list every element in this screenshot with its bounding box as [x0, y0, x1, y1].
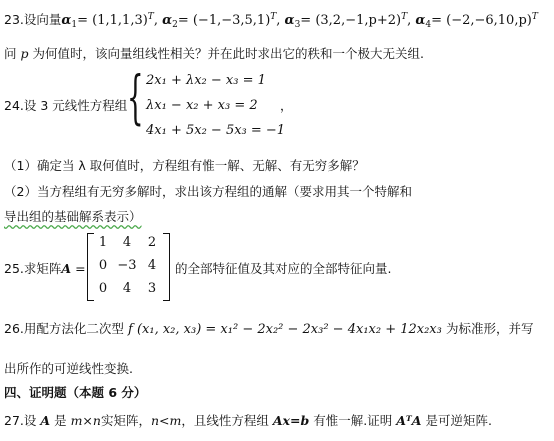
- quadratic-form: f (x₁, x₂, x₃) = x₁² − 2x₂² − 2x₃² − 4x₁x₂ + 12x₂x₃: [128, 322, 442, 337]
- matrix-cell: 3: [147, 281, 157, 296]
- section4-title: 四、证明题（本题 6 分）: [4, 385, 147, 400]
- q24-prefix: 24.设 3 元线性方程组: [4, 98, 128, 113]
- q25-suffix: 的全部特征值及其对应的全部特征向量.: [175, 261, 392, 276]
- alpha3-value: = (3,2,−1,p+2): [300, 13, 402, 28]
- matrix-cell: −3: [117, 258, 137, 273]
- q23-line1: 23.设向量$\alpha_1= (1,1,1,3)^T$, $\alpha_2= (-1,-3,5,1)^T$, $\alpha_3= (3,2,-1,p+2)^T$, $\alpha_4= (-2,-6,10,p)^T$: [4, 12, 538, 30]
- q24-part2-cont: 导出组的基础解系表示）: [4, 209, 142, 224]
- q24-eq1: 2x₁ + λx₂ − x₃ = 1: [146, 73, 266, 88]
- q23-line2: 问 p 为何值时，该向量组线性相关？并在此时求出它的秩和一个极大无关组.: [4, 46, 424, 61]
- matrix-cell: 0: [98, 258, 108, 273]
- q23-prefix: 23.设向量: [4, 12, 62, 27]
- matrix-cell: 0: [98, 281, 108, 296]
- q26-line1: 26.用配方法化二次型 f (x₁, x₂, x₃) = x₁² − 2x₂² − 2x₃² − 4x₁x₂ + 12x₂x₃ 为标准形，并写: [4, 321, 534, 337]
- q24-part1: （1）确定当 λ 取何值时，方程组有惟一解、无解、有无穷多解？: [4, 158, 365, 173]
- matrix-cell: 2: [147, 235, 157, 250]
- q24-part2: （2）当方程组有无穷多解时，求出该方程组的通解（要求用其一个特解和: [4, 184, 412, 199]
- q24-eq3: 4x₁ + 5x₂ − 5x₃ = −1: [146, 123, 286, 138]
- alpha2-value: = (−1,−3,5,1): [177, 13, 271, 28]
- q25-prefix: 25.求矩阵A =: [4, 261, 86, 276]
- alpha1-symbol: α: [61, 13, 72, 28]
- alpha1-value: = (1,1,1,3): [77, 13, 148, 28]
- alpha4-symbol: α: [415, 13, 426, 28]
- alpha4-value: = (−2,−6,10,p): [431, 13, 532, 28]
- matrix-cell: 1: [98, 235, 108, 250]
- matrix-cell: 4: [122, 281, 132, 296]
- q24-eq2: λx₁ − x₂ + x₃ = 2: [146, 98, 258, 113]
- matrix-cell: 4: [147, 258, 157, 273]
- q27-line: 27.设 A 是 m×n实矩阵，n<m，且线性方程组 Ax=b 有惟一解.证明 AᵀA 是可逆矩阵.: [4, 413, 492, 428]
- q24-brace: {: [127, 63, 144, 131]
- q24-comma: ，: [280, 98, 293, 113]
- matrix-A-symbol: A: [61, 261, 72, 276]
- alpha3-symbol: α: [284, 13, 295, 28]
- q26-cont: 出所作的可逆线性变换.: [4, 361, 133, 376]
- alpha2-symbol: α: [162, 13, 173, 28]
- matrix-cell: 4: [122, 235, 132, 250]
